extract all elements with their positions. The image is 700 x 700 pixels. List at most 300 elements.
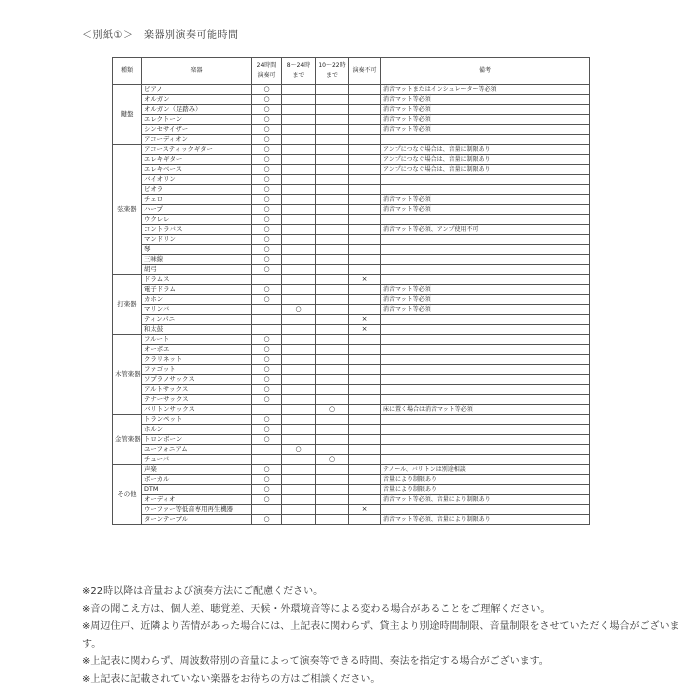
availability-cell: ○ — [252, 145, 282, 155]
availability-cell: ○ — [282, 445, 316, 455]
availability-cell — [349, 355, 381, 365]
availability-cell — [349, 345, 381, 355]
availability-cell — [252, 445, 282, 455]
availability-cell — [349, 235, 381, 245]
remarks-cell — [381, 245, 590, 255]
availability-cell — [316, 165, 349, 175]
footnote: ※上記表に関わらず、周波数帯別の音量によって演奏等できる時間、奏法を指定する場合がございます。 — [82, 656, 549, 667]
availability-cell — [316, 295, 349, 305]
availability-cell — [282, 255, 316, 265]
instrument-name: ティンパニ — [142, 315, 252, 325]
table-row — [113, 445, 590, 455]
table-row — [113, 185, 590, 195]
availability-cell — [316, 425, 349, 435]
availability-cell — [282, 435, 316, 445]
table-row — [113, 135, 590, 145]
availability-cell: ○ — [252, 285, 282, 295]
availability-cell: ○ — [252, 155, 282, 165]
availability-cell — [316, 375, 349, 385]
availability-cell — [316, 495, 349, 505]
availability-cell — [316, 185, 349, 195]
availability-cell — [316, 225, 349, 235]
availability-cell — [252, 325, 282, 335]
availability-cell — [349, 115, 381, 125]
instrument-name: アコーディオン — [142, 135, 252, 145]
table-row — [113, 465, 590, 475]
availability-cell — [282, 175, 316, 185]
availability-cell: ○ — [282, 305, 316, 315]
table-row — [113, 255, 590, 265]
table-row — [113, 485, 590, 495]
table-row — [113, 395, 590, 405]
availability-cell — [349, 485, 381, 495]
footnote: ※上記表に記載されていない楽器をお待ちの方はご相談ください。 — [82, 673, 381, 685]
instrument-name: ファゴット — [142, 365, 252, 375]
availability-cell: ○ — [252, 355, 282, 365]
availability-cell: × — [349, 505, 381, 515]
availability-cell: ○ — [252, 265, 282, 275]
availability-cell — [316, 345, 349, 355]
instrument-name: ドラムス — [142, 275, 252, 285]
page-title: ＜別紙①＞ 楽器別演奏可能時間 — [82, 30, 239, 41]
availability-cell: ○ — [252, 125, 282, 135]
remarks-cell — [381, 215, 590, 225]
instrument-name: ピアノ — [142, 85, 252, 95]
table-row — [113, 425, 590, 435]
availability-cell — [349, 195, 381, 205]
availability-cell — [349, 145, 381, 155]
remarks-cell — [381, 315, 590, 325]
availability-cell — [282, 105, 316, 115]
availability-cell — [316, 485, 349, 495]
availability-cell — [316, 105, 349, 115]
instrument-name: アルトサックス — [142, 385, 252, 395]
availability-cell — [316, 325, 349, 335]
instrument-name: ハープ — [142, 205, 252, 215]
table-row — [113, 315, 590, 325]
availability-cell — [282, 505, 316, 515]
availability-cell — [316, 215, 349, 225]
availability-cell — [349, 245, 381, 255]
remarks-cell: 消音マット等必須 — [381, 205, 590, 215]
availability-cell: ○ — [252, 385, 282, 395]
availability-cell — [282, 285, 316, 295]
availability-cell — [349, 425, 381, 435]
availability-cell — [282, 465, 316, 475]
remarks-cell: アンプにつなぐ場合は、音量に制限あり — [381, 155, 590, 165]
table-row — [113, 495, 590, 505]
table-row — [113, 205, 590, 215]
availability-cell — [282, 425, 316, 435]
instrument-name: ボーカル — [142, 475, 252, 485]
remarks-cell: 消音マットまたはインシュレーター等必須 — [381, 85, 590, 95]
category-cell: 鍵盤 — [113, 85, 142, 145]
instrument-name: カホン — [142, 295, 252, 305]
availability-cell — [282, 185, 316, 195]
availability-cell — [316, 365, 349, 375]
availability-cell: × — [349, 325, 381, 335]
table-row — [113, 215, 590, 225]
availability-cell — [282, 315, 316, 325]
availability-cell — [252, 505, 282, 515]
availability-cell — [349, 405, 381, 415]
availability-cell — [316, 235, 349, 245]
availability-cell — [349, 375, 381, 385]
header-instrument: 楽器 — [142, 58, 252, 85]
remarks-cell — [381, 235, 590, 245]
remarks-cell — [381, 425, 590, 435]
remarks-cell — [381, 435, 590, 445]
instrument-name: コントラバス — [142, 225, 252, 235]
availability-cell — [349, 135, 381, 145]
availability-cell — [316, 505, 349, 515]
table-row — [113, 505, 590, 515]
remarks-cell — [381, 445, 590, 455]
remarks-cell: 消音マット等必須、音量により制限あり — [381, 515, 590, 525]
availability-cell — [316, 315, 349, 325]
remarks-cell: 音量により制限あり — [381, 475, 590, 485]
availability-cell — [349, 215, 381, 225]
availability-cell: ○ — [252, 85, 282, 95]
remarks-cell — [381, 335, 590, 345]
table-row — [113, 305, 590, 315]
remarks-cell: 消音マット等必須 — [381, 285, 590, 295]
availability-cell: ○ — [252, 465, 282, 475]
instrument-name: バイオリン — [142, 175, 252, 185]
remarks-cell — [381, 175, 590, 185]
availability-cell — [349, 305, 381, 315]
table-row — [113, 285, 590, 295]
table-row — [113, 365, 590, 375]
availability-cell — [252, 405, 282, 415]
instrument-name: 琴 — [142, 245, 252, 255]
availability-cell: ○ — [252, 115, 282, 125]
instrument-name: 胡弓 — [142, 265, 252, 275]
availability-cell: ○ — [252, 255, 282, 265]
availability-cell: ○ — [316, 405, 349, 415]
availability-cell — [316, 205, 349, 215]
availability-cell: ○ — [252, 435, 282, 445]
table-row — [113, 145, 590, 155]
availability-cell — [316, 515, 349, 525]
availability-cell: ○ — [252, 175, 282, 185]
availability-cell — [282, 335, 316, 345]
availability-cell — [282, 275, 316, 285]
availability-cell — [282, 355, 316, 365]
availability-cell — [316, 275, 349, 285]
availability-cell — [282, 95, 316, 105]
availability-cell: ○ — [252, 245, 282, 255]
availability-cell — [349, 165, 381, 175]
instrument-name: エレキベース — [142, 165, 252, 175]
availability-cell: ○ — [252, 205, 282, 215]
remarks-cell: 消音マット等必須 — [381, 105, 590, 115]
availability-cell — [349, 95, 381, 105]
table-row — [113, 415, 590, 425]
availability-cell — [349, 475, 381, 485]
table-row — [113, 265, 590, 275]
availability-cell — [282, 475, 316, 485]
remarks-cell — [381, 415, 590, 425]
table-row — [113, 325, 590, 335]
remarks-cell: 消音マット等必須、音量により制限あり — [381, 495, 590, 505]
instrument-name: DTM — [142, 485, 252, 495]
availability-cell: ○ — [252, 295, 282, 305]
remarks-cell: アンプにつなぐ場合は、音量に制限あり — [381, 165, 590, 175]
availability-cell — [349, 205, 381, 215]
availability-cell: ○ — [252, 335, 282, 345]
remarks-cell — [381, 135, 590, 145]
availability-cell — [316, 265, 349, 275]
availability-cell — [282, 115, 316, 125]
availability-cell — [282, 365, 316, 375]
instrument-name: テナーサックス — [142, 395, 252, 405]
remarks-cell: 床に置く場合は消音マット等必須 — [381, 405, 590, 415]
remarks-cell: 消音マット等必須 — [381, 95, 590, 105]
availability-cell — [282, 125, 316, 135]
instrument-name: トランペット — [142, 415, 252, 425]
availability-cell — [316, 305, 349, 315]
instrument-name: クラリネット — [142, 355, 252, 365]
availability-cell — [316, 85, 349, 95]
availability-cell — [282, 385, 316, 395]
availability-cell — [349, 295, 381, 305]
table-row — [113, 355, 590, 365]
availability-cell — [316, 445, 349, 455]
availability-cell: ○ — [252, 345, 282, 355]
instrument-name: ウーファー等低音専用再生機器 — [142, 505, 252, 515]
availability-cell — [316, 475, 349, 485]
availability-cell — [349, 455, 381, 465]
instrument-name: ターンテーブル — [142, 515, 252, 525]
remarks-cell: 消音マット等必須 — [381, 125, 590, 135]
table-row — [113, 295, 590, 305]
availability-cell — [349, 465, 381, 475]
availability-cell — [316, 125, 349, 135]
remarks-cell — [381, 275, 590, 285]
footnote: ※22時以降は音量および演奏方法にご配慮ください。 — [82, 586, 324, 597]
availability-cell: ○ — [252, 515, 282, 525]
availability-cell — [349, 385, 381, 395]
availability-cell — [282, 145, 316, 155]
availability-cell: × — [349, 275, 381, 285]
category-cell: その他 — [113, 465, 142, 525]
table-row — [113, 95, 590, 105]
availability-cell — [282, 325, 316, 335]
availability-cell — [282, 85, 316, 95]
instrument-name: チューバ — [142, 455, 252, 465]
instrument-name: ソプラノサックス — [142, 375, 252, 385]
availability-cell — [349, 365, 381, 375]
availability-cell — [316, 385, 349, 395]
availability-cell: ○ — [252, 375, 282, 385]
table-row — [113, 155, 590, 165]
availability-cell — [316, 245, 349, 255]
category-cell: 金管楽器 — [113, 415, 142, 465]
availability-cell — [282, 395, 316, 405]
availability-cell — [252, 455, 282, 465]
instrument-name: オーボエ — [142, 345, 252, 355]
instrument-name: オルガン（足踏み） — [142, 105, 252, 115]
remarks-cell: 消音マット等必須、アンプ使用不可 — [381, 225, 590, 235]
availability-cell — [282, 215, 316, 225]
header-not-allowed: 演奏不可 — [349, 58, 381, 85]
footnotes — [82, 583, 682, 688]
availability-cell — [316, 335, 349, 345]
instrument-name: ビオラ — [142, 185, 252, 195]
category-cell: 打楽器 — [113, 275, 142, 335]
remarks-cell: 消音マット等必須 — [381, 115, 590, 125]
instrument-table — [112, 57, 590, 525]
availability-cell — [282, 495, 316, 505]
availability-cell: × — [349, 315, 381, 325]
availability-cell — [349, 125, 381, 135]
remarks-cell: 消音マット等必須 — [381, 195, 590, 205]
remarks-cell — [381, 345, 590, 355]
instrument-name: ウクレレ — [142, 215, 252, 225]
availability-cell — [282, 295, 316, 305]
remarks-cell — [381, 385, 590, 395]
availability-cell: ○ — [252, 185, 282, 195]
availability-cell: ○ — [316, 455, 349, 465]
table-header-row — [113, 58, 590, 85]
instrument-name: エレキギター — [142, 155, 252, 165]
footnote: ※周辺住戸、近隣より苦情があった場合には、上記表に関わらず、貸主より別途時間制限、音量制限をさせていただく場合がございます。 — [82, 621, 680, 650]
availability-cell — [349, 85, 381, 95]
table-row — [113, 435, 590, 445]
table-row — [113, 385, 590, 395]
remarks-cell: テノール、バリトンは別途相談 — [381, 465, 590, 475]
availability-cell — [349, 515, 381, 525]
instrument-name: ユーフォニアム — [142, 445, 252, 455]
availability-cell — [316, 355, 349, 365]
instrument-name: アコースティックギター — [142, 145, 252, 155]
table-row — [113, 115, 590, 125]
remarks-cell — [381, 185, 590, 195]
availability-cell — [349, 255, 381, 265]
availability-cell: ○ — [252, 95, 282, 105]
instrument-name: マリンバ — [142, 305, 252, 315]
table-row — [113, 405, 590, 415]
availability-cell — [349, 435, 381, 445]
remarks-cell — [381, 375, 590, 385]
instrument-name: 電子ドラム — [142, 285, 252, 295]
availability-cell: ○ — [252, 485, 282, 495]
instrument-name: オルガン — [142, 95, 252, 105]
availability-cell — [316, 435, 349, 445]
availability-cell — [282, 405, 316, 415]
availability-cell — [349, 335, 381, 345]
remarks-cell — [381, 325, 590, 335]
availability-cell — [282, 375, 316, 385]
availability-cell — [349, 395, 381, 405]
category-cell: 木管楽器 — [113, 335, 142, 415]
availability-cell: ○ — [252, 415, 282, 425]
availability-cell: ○ — [252, 165, 282, 175]
header-8-24: 8～24時まで — [282, 58, 316, 85]
availability-cell: ○ — [252, 235, 282, 245]
availability-cell — [282, 455, 316, 465]
availability-cell — [349, 105, 381, 115]
availability-cell — [316, 115, 349, 125]
availability-cell: ○ — [252, 365, 282, 375]
instrument-name: 声楽 — [142, 465, 252, 475]
availability-cell — [282, 225, 316, 235]
header-24h: 24時間演奏可 — [252, 58, 282, 85]
instrument-name: ホルン — [142, 425, 252, 435]
availability-cell — [282, 135, 316, 145]
header-10-22: 10～22時まで — [316, 58, 349, 85]
availability-cell — [349, 445, 381, 455]
availability-cell — [349, 415, 381, 425]
instrument-name: マンドリン — [142, 235, 252, 245]
instrument-name: シンセサイザー — [142, 125, 252, 135]
availability-cell — [282, 515, 316, 525]
footnote: ※音の聞こえ方は、個人差、聴覚差、天候・外環境音等による変わる場合があることをご理解ください。 — [82, 603, 551, 615]
availability-cell — [349, 185, 381, 195]
availability-cell — [282, 205, 316, 215]
availability-cell — [316, 145, 349, 155]
availability-cell — [316, 465, 349, 475]
table-row — [113, 375, 590, 385]
remarks-cell: 消音マット等必須 — [381, 295, 590, 305]
remarks-cell — [381, 355, 590, 365]
availability-cell — [349, 175, 381, 185]
availability-cell: ○ — [252, 135, 282, 145]
availability-cell — [282, 235, 316, 245]
table-row — [113, 85, 590, 95]
availability-cell — [316, 135, 349, 145]
table-row — [113, 345, 590, 355]
availability-cell: ○ — [252, 215, 282, 225]
instrument-name: エレクトーン — [142, 115, 252, 125]
instrument-name: オーディオ — [142, 495, 252, 505]
table-body — [113, 85, 590, 525]
table-row — [113, 475, 590, 485]
table-row — [113, 275, 590, 285]
table-row — [113, 195, 590, 205]
remarks-cell: アンプにつなぐ場合は、音量に制限あり — [381, 145, 590, 155]
availability-cell: ○ — [252, 495, 282, 505]
availability-cell — [252, 275, 282, 285]
instrument-name: チェロ — [142, 195, 252, 205]
availability-cell: ○ — [252, 425, 282, 435]
availability-cell — [316, 175, 349, 185]
availability-cell: ○ — [252, 195, 282, 205]
table-row — [113, 235, 590, 245]
header-remarks: 備考 — [381, 58, 590, 85]
instrument-name: 和太鼓 — [142, 325, 252, 335]
availability-cell — [316, 195, 349, 205]
instrument-name: バリトンサックス — [142, 405, 252, 415]
remarks-cell — [381, 505, 590, 515]
availability-cell — [282, 155, 316, 165]
availability-cell: ○ — [252, 225, 282, 235]
availability-cell — [252, 315, 282, 325]
instrument-name: フルート — [142, 335, 252, 345]
table-row — [113, 455, 590, 465]
availability-cell: ○ — [252, 475, 282, 485]
remarks-cell — [381, 265, 590, 275]
availability-cell — [316, 395, 349, 405]
table-row — [113, 335, 590, 345]
table-row — [113, 225, 590, 235]
availability-cell — [282, 195, 316, 205]
availability-cell — [349, 155, 381, 165]
availability-cell — [282, 265, 316, 275]
table-row — [113, 515, 590, 525]
availability-cell — [282, 245, 316, 255]
